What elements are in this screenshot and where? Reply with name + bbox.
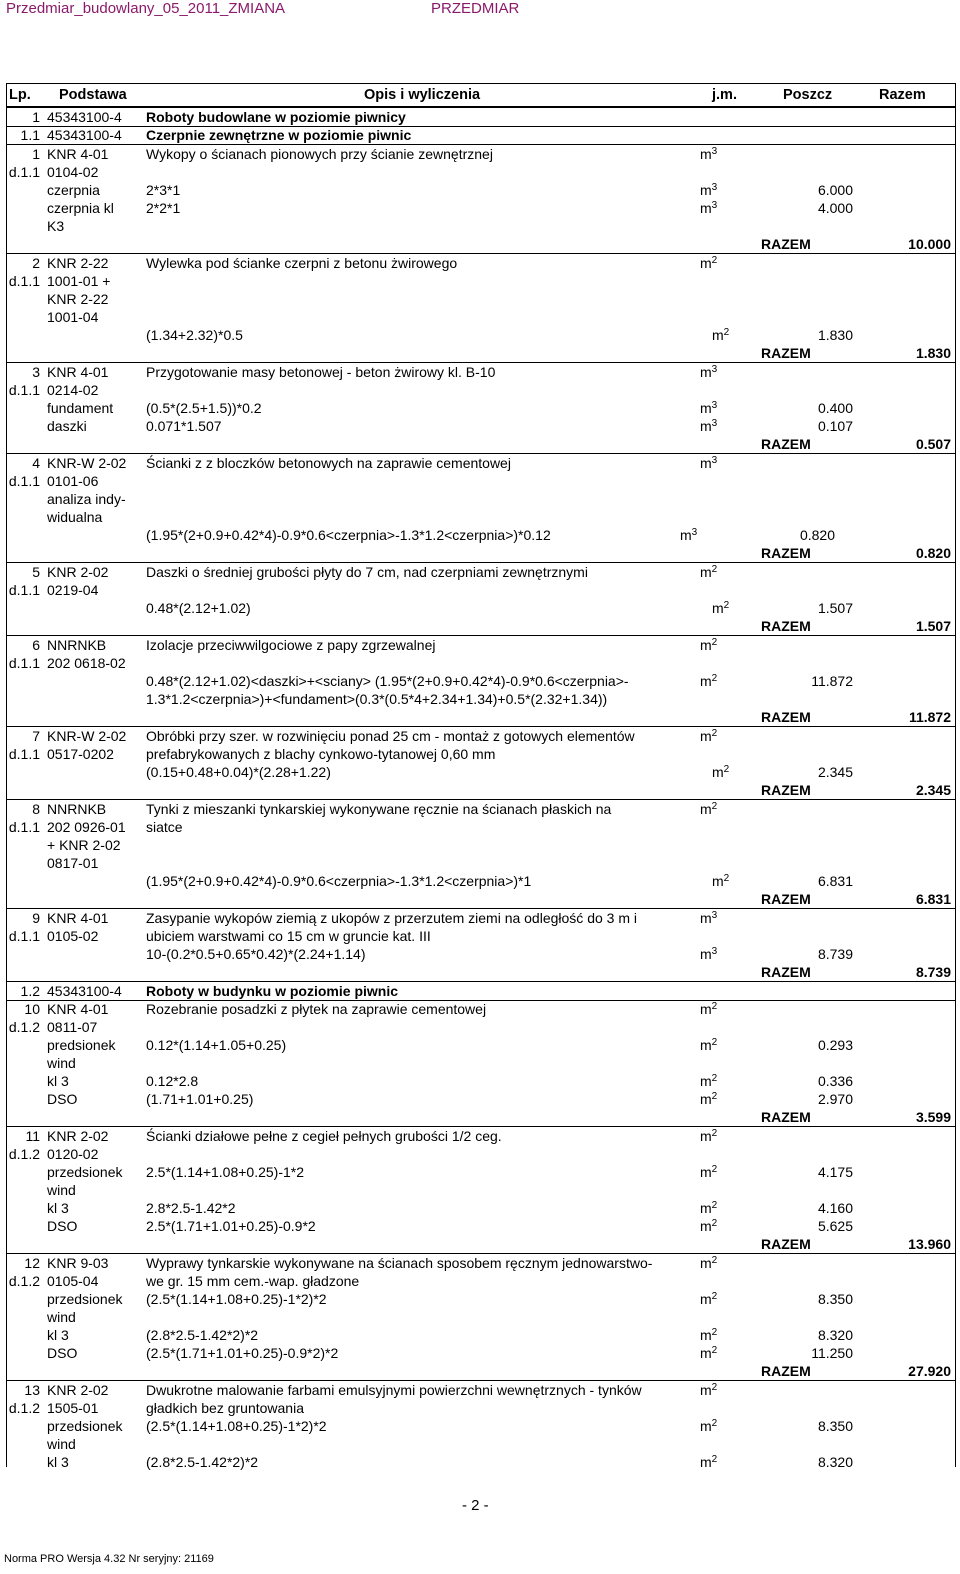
item-lp: 1	[32, 146, 40, 162]
calc-label: wind	[47, 1182, 76, 1198]
document-type: PRZEDMIAR	[431, 0, 520, 17]
item-basis: 0219-04	[47, 582, 99, 598]
calc-label: DSO	[47, 1218, 78, 1234]
calc-unit: $m^2$	[700, 1327, 718, 1343]
calc-formula: 0.12*(1.14+1.05+0.25)	[146, 1037, 287, 1053]
software-info: Norma PRO Wersja 4.32 Nr seryjny: 21169	[4, 1553, 214, 1565]
razem-value: 13.960	[908, 1236, 951, 1252]
item-unit: $m^2$	[700, 255, 718, 271]
item-basis: KNR 4-01	[47, 1001, 109, 1017]
calc-unit: $m^3$	[700, 200, 718, 216]
item-basis: KNR 2-22	[47, 255, 109, 271]
calc-value: 1.507	[817, 600, 853, 616]
col-razem: Razem	[879, 87, 926, 103]
calc-value: 4.160	[817, 1200, 853, 1216]
calc-formula: 2*3*1	[146, 182, 181, 198]
calc-label: przedsionek	[47, 1291, 123, 1307]
calc-formula: 0.48*(2.12+1.02)<daszki>+<sciany> (1.95*(2+0.9+0.42*4)-0.9*0.6<czerpnia>-	[146, 673, 629, 689]
razem-value: 11.872	[908, 709, 951, 725]
item-basis: 1001-01 +	[47, 273, 111, 289]
razem-value: 3.599	[915, 1109, 951, 1125]
item-basis: 1505-01	[47, 1400, 99, 1416]
item-basis: KNR-W 2-02	[47, 728, 127, 744]
item-description: siatce	[146, 819, 183, 835]
item-lp: 2	[32, 255, 40, 271]
calc-value: 6.831	[817, 873, 853, 889]
item-basis: 0811-07	[47, 1019, 98, 1035]
calc-formula: 2*2*1	[146, 200, 181, 216]
item-description: Tynki z mieszanki tynkarskiej wykonywane ręcznie na ścianach płaskich na	[146, 801, 612, 817]
item-unit: $m^3$	[700, 146, 718, 162]
calc-label: K3	[47, 218, 65, 234]
item-basis: 0105-02	[47, 928, 99, 944]
item-unit: $m^2$	[700, 1382, 718, 1398]
razem-label: RAZEM	[761, 345, 811, 361]
item-unit: $m^3$	[700, 364, 718, 380]
calc-formula: (1.95*(2+0.9+0.42*4)-0.9*0.6<czerpnia>-1.3*1.2<czerpnia>)*1	[146, 873, 532, 889]
item-sub: d.1.1	[8, 746, 40, 762]
item-description: Ścianki działowe pełne z cegieł pełnych grubości 1/2 ceg.	[146, 1128, 502, 1144]
item-description: Wylewka pod ścianke czerpni z betonu żwirowego	[146, 255, 458, 271]
razem-label: RAZEM	[761, 618, 811, 634]
item-lp: 10	[24, 1001, 40, 1017]
calc-formula: (2.5*(1.14+1.08+0.25)-1*2)*2	[146, 1418, 327, 1434]
calc-label: wind	[47, 1436, 76, 1452]
item-basis: 202 0926-01	[47, 819, 126, 835]
item-lp: 4	[32, 455, 40, 471]
section-title: Roboty budowlane w poziomie piwnicy	[146, 109, 406, 125]
calc-label: kl 3	[47, 1200, 69, 1216]
calc-unit: $m^2$	[700, 1073, 718, 1089]
item-basis: KNR 4-01	[47, 910, 109, 926]
section-lp: 1.1	[20, 127, 40, 143]
calc-label: kl 3	[47, 1327, 69, 1343]
item-basis: 0120-02	[47, 1146, 99, 1162]
section-lp: 1.2	[20, 983, 40, 999]
item-unit: $m^2$	[700, 1128, 718, 1144]
calc-formula: 0.48*(2.12+1.02)	[146, 600, 251, 616]
item-description: Zasypanie wykopów ziemią z ukopów z przerzutem ziemi na odległość do 3 m i	[146, 910, 637, 926]
razem-value: 0.820	[915, 545, 951, 561]
item-basis: 1001-04	[47, 309, 99, 325]
calc-unit: $m^2$	[700, 1454, 718, 1470]
razem-label: RAZEM	[761, 782, 811, 798]
calc-unit: $m^2$	[712, 764, 730, 780]
calc-formula: (0.15+0.48+0.04)*(2.28+1.22)	[146, 764, 331, 780]
calc-value: 0.293	[817, 1037, 853, 1053]
item-sub: d.1.2	[8, 1146, 40, 1162]
item-description: Ścianki z z bloczków betonowych na zaprawie cementowej	[146, 455, 511, 471]
calc-label: DSO	[47, 1345, 78, 1361]
calc-unit: $m^3$	[700, 182, 718, 198]
item-unit: $m^3$	[700, 455, 718, 471]
calc-formula: (2.8*2.5-1.42*2)*2	[146, 1327, 259, 1343]
calc-label: przedsionek	[47, 1418, 123, 1434]
item-lp: 5	[32, 564, 40, 580]
razem-value: 2.345	[915, 782, 951, 798]
document-title: Przedmiar_budowlany_05_2011_ZMIANA	[6, 0, 286, 17]
item-lp: 3	[32, 364, 40, 380]
razem-label: RAZEM	[761, 964, 811, 980]
item-sub: d.1.1	[8, 655, 40, 671]
item-sub: d.1.1	[8, 928, 40, 944]
razem-value: 8.739	[915, 964, 951, 980]
item-basis: KNR 9-03	[47, 1255, 109, 1271]
razem-label: RAZEM	[761, 545, 811, 561]
col-opis: Opis i wyliczenia	[364, 87, 481, 103]
item-lp: 13	[24, 1382, 40, 1398]
section-code: 45343100-4	[47, 127, 122, 143]
item-basis: KNR-W 2-02	[47, 455, 127, 471]
item-basis: analiza indy-	[47, 491, 126, 507]
calc-formula: 2.5*(1.14+1.08+0.25)-1*2	[146, 1164, 305, 1180]
calc-label: czerpnia	[47, 182, 100, 198]
razem-label: RAZEM	[761, 436, 811, 452]
item-description: ubiciem warstwami co 15 cm w gruncie kat. III	[146, 928, 431, 944]
calc-value: 0.400	[817, 400, 853, 416]
item-basis: KNR 4-01	[47, 146, 109, 162]
calc-value: 2.970	[817, 1091, 853, 1107]
calc-formula: (2.8*2.5-1.42*2)*2	[146, 1454, 259, 1470]
calc-label: czerpnia kl	[47, 200, 114, 216]
item-lp: 8	[32, 801, 40, 817]
item-basis: NNRNKB	[47, 637, 107, 653]
calc-unit: $m^2$	[700, 1037, 718, 1053]
item-basis: 202 0618-02	[47, 655, 126, 671]
razem-label: RAZEM	[761, 236, 811, 252]
section-code: 45343100-4	[47, 109, 122, 125]
col-jm: j.m.	[712, 87, 737, 103]
calc-value: 4.000	[817, 200, 853, 216]
calc-label: kl 3	[47, 1073, 69, 1089]
section-code: 45343100-4	[47, 983, 122, 999]
calc-unit: $m^2$	[700, 1164, 718, 1180]
razem-label: RAZEM	[761, 891, 811, 907]
calc-formula: 10-(0.2*0.5+0.65*0.42)*(2.24+1.14)	[146, 946, 366, 962]
calc-unit: $m^2$	[700, 1200, 718, 1216]
section-lp: 1	[32, 109, 40, 125]
item-description: Przygotowanie masy betonowej - beton żwirowy kl. B-10	[146, 364, 496, 380]
calc-label: fundament	[47, 400, 114, 416]
calc-value: 8.320	[817, 1454, 853, 1470]
calc-unit: $m^2$	[700, 1091, 718, 1107]
razem-value: 1.507	[915, 618, 951, 634]
item-basis: widualna	[47, 509, 103, 525]
item-basis: KNR 4-01	[47, 364, 109, 380]
section-title: Czerpnie zewnętrzne w poziomie piwnic	[146, 127, 412, 143]
item-unit: $m^2$	[700, 637, 718, 653]
item-description: Wykopy o ścianach pionowych przy ścianie zewnętrznej	[146, 146, 493, 162]
item-sub: d.1.1	[8, 164, 40, 180]
calc-value: 0.820	[799, 527, 835, 543]
col-podstawa: Podstawa	[59, 87, 127, 103]
calc-label: wind	[47, 1055, 76, 1071]
calc-formula: (2.5*(1.71+1.01+0.25)-0.9*2)*2	[146, 1345, 339, 1361]
item-basis: KNR 2-02	[47, 564, 109, 580]
calc-value: 8.739	[817, 946, 853, 962]
razem-label: RAZEM	[761, 1109, 811, 1125]
razem-value: 27.920	[908, 1363, 951, 1379]
calc-label: DSO	[47, 1091, 78, 1107]
item-sub: d.1.1	[8, 473, 40, 489]
item-lp: 9	[32, 910, 40, 926]
item-sub: d.1.1	[8, 582, 40, 598]
item-sub: d.1.1	[8, 382, 40, 398]
calc-formula: (1.71+1.01+0.25)	[146, 1091, 254, 1107]
calc-value: 1.830	[817, 327, 853, 343]
item-basis: + KNR 2-02	[47, 837, 121, 853]
calc-label: przedsionek	[47, 1164, 123, 1180]
item-description: Daszki o średniej grubości płyty do 7 cm, nad czerpniami zewnętrznymi	[146, 564, 588, 580]
item-basis: 0517-0202	[47, 746, 114, 762]
calc-unit: $m^2$	[712, 600, 730, 616]
item-basis: NNRNKB	[47, 801, 107, 817]
calc-value: 11.872	[811, 673, 853, 689]
item-unit: $m^2$	[700, 564, 718, 580]
razem-value: 0.507	[915, 436, 951, 452]
item-basis: KNR 2-02	[47, 1128, 109, 1144]
col-lp: Lp.	[9, 87, 31, 103]
item-sub: d.1.1	[8, 273, 40, 289]
calc-value: 2.345	[817, 764, 853, 780]
calc-value: 6.000	[817, 182, 853, 198]
item-unit: $m^2$	[700, 1001, 718, 1017]
item-sub: d.1.2	[8, 1273, 40, 1289]
calc-formula: (0.5*(2.5+1.5))*0.2	[146, 400, 262, 416]
item-unit: $m^2$	[700, 728, 718, 744]
item-lp: 11	[25, 1128, 40, 1144]
calc-value: 4.175	[817, 1164, 853, 1180]
item-basis: KNR 2-02	[47, 1382, 109, 1398]
item-basis: KNR 2-22	[47, 291, 109, 307]
calc-unit: $m^3$	[700, 418, 718, 434]
calc-unit: $m^3$	[700, 946, 718, 962]
calc-unit: $m^3$	[680, 527, 698, 543]
calc-value: 11.250	[811, 1345, 853, 1361]
estimate-table	[6, 83, 956, 1470]
item-sub: d.1.2	[8, 1400, 40, 1416]
calc-unit: $m^2$	[700, 1291, 718, 1307]
item-sub: d.1.1	[8, 819, 40, 835]
calc-formula: 0.12*2.8	[146, 1073, 199, 1089]
calc-unit: $m^2$	[712, 327, 730, 343]
item-description: gładkich bez gruntowania	[146, 1400, 304, 1416]
column-header-row	[7, 83, 955, 108]
calc-formula: 2.8*2.5-1.42*2	[146, 1200, 236, 1216]
item-lp: 12	[24, 1255, 40, 1271]
item-description: prefabrykowanych z blachy cynkowo-tytanowej 0,60 mm	[146, 746, 496, 762]
calc-unit: $m^2$	[700, 1345, 718, 1361]
calc-formula: (2.5*(1.14+1.08+0.25)-1*2)*2	[146, 1291, 327, 1307]
razem-value: 10.000	[908, 236, 951, 252]
calc-value: 8.350	[817, 1418, 853, 1434]
calc-value: 5.625	[817, 1218, 853, 1234]
razem-label: RAZEM	[761, 1236, 811, 1252]
calc-value: 8.350	[817, 1291, 853, 1307]
item-lp: 6	[32, 637, 40, 653]
calc-formula: 1.3*1.2<czerpnia>)+<fundament>(0.3*(0.5*4+2.34+1.34)+0.5*(2.32+1.34))	[146, 691, 608, 707]
item-unit: $m^3$	[700, 910, 718, 926]
calc-unit: $m^2$	[700, 1418, 718, 1434]
item-basis: 0214-02	[47, 382, 99, 398]
calc-unit: $m^3$	[700, 400, 718, 416]
item-basis: 0817-01	[47, 855, 99, 871]
calc-formula: 0.071*1.507	[146, 418, 222, 434]
item-basis: 0105-04	[47, 1273, 99, 1289]
page-number: - 2 -	[462, 1497, 489, 1514]
razem-label: RAZEM	[761, 709, 811, 725]
calc-label: wind	[47, 1309, 76, 1325]
calc-formula: (1.95*(2+0.9+0.42*4)-0.9*0.6<czerpnia>-1.3*1.2<czerpnia>)*0.12	[146, 527, 551, 543]
calc-value: 0.107	[817, 418, 853, 434]
calc-unit: $m^2$	[700, 1218, 718, 1234]
item-description: Izolacje przeciwwilgociowe z papy zgrzewalnej	[146, 637, 436, 653]
col-poszcz: Poszcz	[783, 87, 833, 103]
item-description: Dwukrotne malowanie farbami emulsyjnymi powierzchni wewnętrznych - tynków	[146, 1382, 642, 1398]
item-lp: 7	[32, 728, 40, 744]
item-basis: 0104-02	[47, 164, 99, 180]
calc-unit: $m^2$	[712, 873, 730, 889]
calc-label: predsionek	[47, 1037, 116, 1053]
item-description: Wyprawy tynkarskie wykonywane na ścianach sposobem ręcznym jednowarstwo-	[146, 1255, 653, 1271]
razem-label: RAZEM	[761, 1363, 811, 1379]
item-unit: $m^2$	[700, 801, 718, 817]
calc-label: kl 3	[47, 1454, 69, 1470]
calc-formula: (1.34+2.32)*0.5	[146, 327, 243, 343]
item-description: Rozebranie posadzki z płytek na zaprawie cementowej	[146, 1001, 487, 1017]
calc-formula: 2.5*(1.71+1.01+0.25)-0.9*2	[146, 1218, 316, 1234]
razem-value: 1.830	[915, 345, 951, 361]
item-description: we gr. 15 mm cem.-wap. gładzone	[146, 1273, 360, 1289]
calc-value: 0.336	[817, 1073, 853, 1089]
item-basis: 0101-06	[47, 473, 99, 489]
calc-unit: $m^2$	[700, 673, 718, 689]
item-description: Obróbki przy szer. w rozwinięciu ponad 25 cm - montaż z gotowych elementów	[146, 728, 635, 744]
calc-value: 8.320	[817, 1327, 853, 1343]
calc-label: daszki	[47, 418, 87, 434]
section-title: Roboty w budynku w poziomie piwnic	[146, 983, 398, 999]
item-unit: $m^2$	[700, 1255, 718, 1271]
razem-value: 6.831	[915, 891, 951, 907]
item-sub: d.1.2	[8, 1019, 40, 1035]
